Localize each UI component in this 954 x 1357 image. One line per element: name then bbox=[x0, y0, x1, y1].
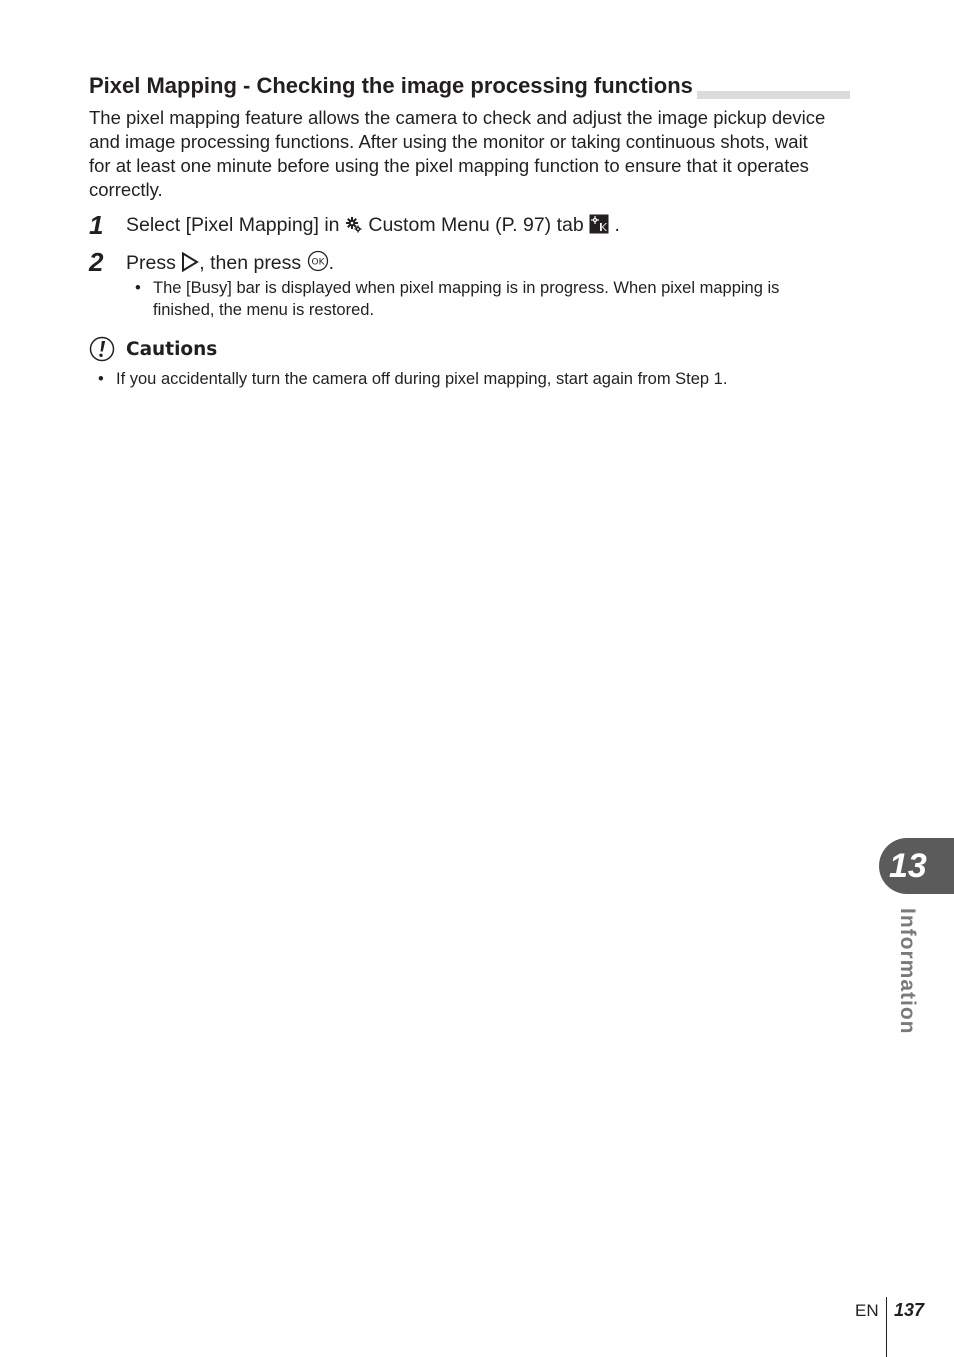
caution-exclamation-icon bbox=[89, 336, 115, 362]
cautions-label: Cautions bbox=[126, 339, 218, 360]
section-heading bbox=[89, 72, 850, 102]
cautions-header bbox=[89, 336, 389, 364]
chapter-number: 13 bbox=[889, 847, 927, 885]
page-number: 137 bbox=[894, 1300, 925, 1320]
svg-text:OK: OK bbox=[311, 257, 325, 268]
footer-language: EN bbox=[855, 1301, 879, 1320]
custom-menu-gear-icon bbox=[345, 216, 363, 234]
cautions-bullet: • If you accidentally turn the camera off during pixel mapping, start again from Step 1. bbox=[98, 370, 728, 388]
right-arrow-icon bbox=[181, 252, 199, 272]
chapter-label: Information bbox=[896, 908, 919, 1035]
ok-button-icon bbox=[307, 250, 329, 272]
footer-divider bbox=[886, 1297, 887, 1357]
k-tab-icon bbox=[589, 214, 609, 234]
step-1 bbox=[89, 211, 849, 241]
step-1-text: Select [Pixel Mapping] in Custom Menu (P. 97) tab . bbox=[126, 214, 620, 236]
step-2-text: Press , then press OK . bbox=[126, 252, 334, 274]
step-2 bbox=[89, 248, 849, 278]
step-2-bullet: • The [Busy] bar is displayed when pixel mapping is in progress. When pixel mapping is finished, the menu is restored. bbox=[135, 279, 780, 319]
step-number: 1 bbox=[89, 210, 104, 240]
section-title: Pixel Mapping - Checking the image processing functions bbox=[89, 72, 697, 100]
step-number: 2 bbox=[89, 247, 104, 277]
intro-paragraph: The pixel mapping feature allows the camera to check and adjust the image pickup device and image processing functions. After using the monitor or taking continuous shots, wait for at least one minute before using the pixel mapping function to ensure that it operates correctly. bbox=[89, 107, 826, 200]
chapter-tab bbox=[879, 838, 954, 894]
